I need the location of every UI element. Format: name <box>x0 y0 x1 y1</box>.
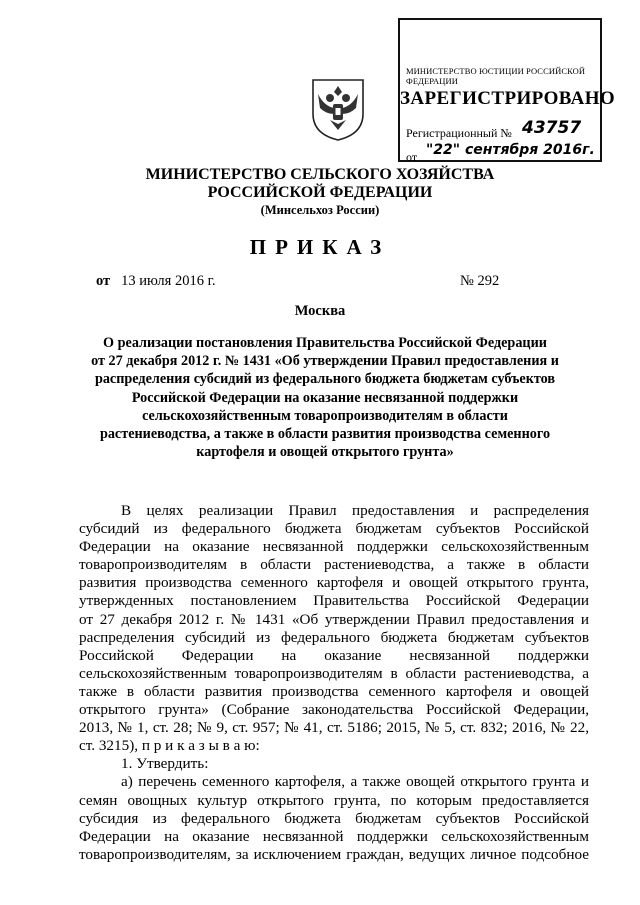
title-line: распределения субсидий из федерального бюджета бюджетам субъектов <box>94 371 556 388</box>
stamp-from-label: от <box>406 150 418 164</box>
document-type: ПРИКАЗ <box>249 235 391 259</box>
body-line: товаропроизводителям в области растениеводства, а также в области <box>79 556 589 574</box>
city: Москва <box>294 303 346 319</box>
stamp-reg-number: 43757 <box>522 118 582 138</box>
date-value: 13 июля 2016 г. <box>121 273 216 289</box>
body-line: утвержденных постановлением Правительства Российской Федерации <box>79 592 589 610</box>
body-line: субсидий из федерального бюджета бюджетам субъектов Российской <box>79 520 589 538</box>
stamp-ministry: МИНИСТЕРСТВО ЮСТИЦИИ РОССИЙСКОЙ ФЕДЕРАЦИИ <box>406 66 586 86</box>
body-line: товаропроизводителям, за исключением граждан, ведущих личное подсобное <box>79 845 589 863</box>
stamp-reg-label: Регистрационный № <box>406 126 512 140</box>
body-line: Федерации на оказание несвязанной поддержки сельскохозяйственным <box>79 538 589 556</box>
date-label: от <box>96 273 111 289</box>
ministry-short-name: (Минсельхоз России) <box>260 203 380 217</box>
order-number: № 292 <box>460 273 500 289</box>
body-line: 1. Утвердить: <box>121 755 209 773</box>
body-line: открытого грунта» (Собрание законодательства Российской Федерации, <box>79 701 589 719</box>
body-line: от 27 декабря 2012 г. № 1431 «Об утверждении Правил предоставления и <box>79 610 589 628</box>
body-text <box>79 502 589 864</box>
body-line: развития производства семенного картофеля и овощей открытого грунта, <box>79 574 589 592</box>
order-date <box>96 273 216 290</box>
body-line: Федерации на оказание несвязанной поддержки сельскохозяйственным <box>79 827 589 845</box>
body-line: В целях реализации Правил предоставления и распределения <box>121 502 589 519</box>
state-emblem-icon <box>308 74 368 142</box>
body-line: семян овощных культур открытого грунта, по которым предоставляется <box>79 791 589 809</box>
body-line: ст. 3215), п р и к а з ы в а ю: <box>79 737 260 755</box>
ministry-name-line2: РОССИЙСКОЙ ФЕДЕРАЦИИ <box>207 184 433 201</box>
title-line: Российской Федерации на оказание несвязанной поддержки <box>131 389 519 406</box>
body-line: сельскохозяйственным товаропроизводителям в области растениеводства, а <box>79 664 589 682</box>
stamp-registered: ЗАРЕГИСТРИРОВАНО <box>400 88 616 109</box>
body-line: Российской Федерации на оказание несвязанной поддержки <box>79 646 589 664</box>
body-line: 2013, № 1, ст. 28; № 9, ст. 957; № 41, ст. 5186; 2015, № 5, ст. 832; 2016, № 22, <box>79 719 589 737</box>
stamp-from-date: "22" сентября 2016г. <box>426 142 595 158</box>
body-line: а) перечень семенного картофеля, а также овощей открытого грунта и <box>121 773 589 791</box>
title-line: картофеля и овощей открытого грунта» <box>196 444 454 461</box>
document-title <box>70 334 580 461</box>
body-line: субсидия из федерального бюджета бюджетам субъектов Российской <box>79 809 589 827</box>
ministry-name-line1: МИНИСТЕРСТВО СЕЛЬСКОГО ХОЗЯЙСТВА <box>145 166 495 183</box>
registration-stamp <box>398 18 616 164</box>
title-line: О реализации постановления Правительства Российской Федерации <box>103 335 547 351</box>
title-line: растениеводства, а также в области развития производства семенного <box>99 426 551 443</box>
title-line: от 27 декабря 2012 г. № 1431 «Об утверждении Правил предоставления и <box>91 353 559 370</box>
body-line: распределения субсидий из федерального бюджета бюджетам субъектов <box>79 628 589 646</box>
body-line: также в области развития производства семенного картофеля и овощей <box>79 682 589 700</box>
title-line: сельскохозяйственным товаропроизводителям в области <box>142 407 508 424</box>
